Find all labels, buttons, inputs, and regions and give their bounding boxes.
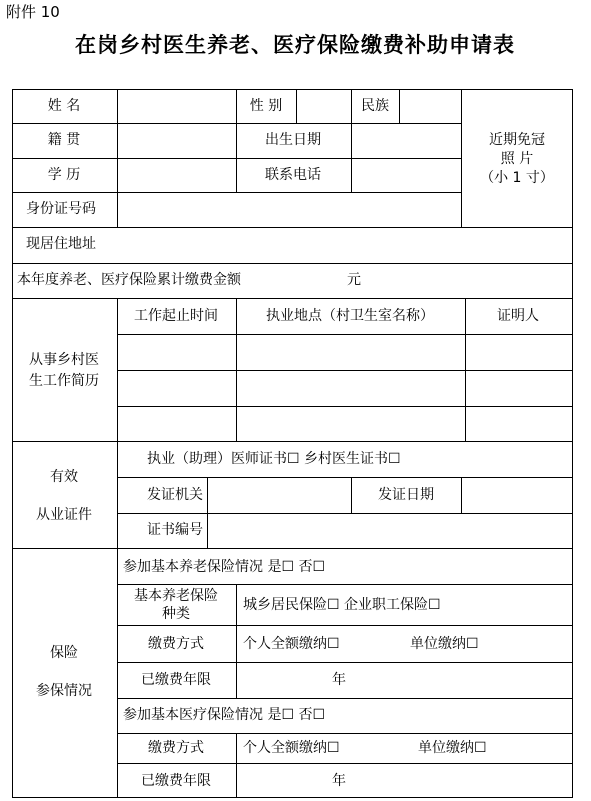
divider <box>117 698 573 699</box>
id-number-label: 身份证号码 <box>26 201 96 217</box>
column-line <box>207 477 208 548</box>
divider <box>117 477 573 478</box>
medical-years-label: 已缴费年限 <box>141 773 211 789</box>
pension-payment-method-label: 缴费方式 <box>148 636 204 652</box>
medical-status: 参加基本医疗保险情况 是☐ 否☐ <box>123 707 326 723</box>
birth-date-label: 出生日期 <box>265 132 321 148</box>
form-border-bottom <box>12 797 573 798</box>
divider <box>12 123 462 124</box>
work-history-section-label: 生工作简历 <box>29 373 99 389</box>
divider <box>12 158 462 159</box>
attachment-label: 附件 10 <box>6 3 60 21</box>
work-history-section-label: 从事乡村医 <box>29 352 99 368</box>
pension-type-label: 基本养老保险 <box>134 588 218 604</box>
page-title: 在岗乡村医生养老、医疗保险缴费补助申请表 <box>75 33 515 57</box>
address-label: 现居住地址 <box>26 236 96 252</box>
education-label: 学 历 <box>47 167 81 183</box>
label-column-line <box>117 298 118 797</box>
medical-year-unit: 年 <box>332 773 346 789</box>
form-border-right <box>572 89 573 797</box>
pension-unit-option: 单位缴纳☐ <box>410 636 479 652</box>
issuer-label: 发证机关 <box>147 487 203 503</box>
divider <box>117 763 573 764</box>
form-border-left <box>12 89 13 797</box>
certificate-type-options: 执业（助理）医师证书☐ 乡村医生证书☐ <box>147 451 401 467</box>
label-column-line <box>117 89 118 228</box>
phone-label: 联系电话 <box>265 167 321 183</box>
medical-payment-method-label: 缴费方式 <box>148 740 204 756</box>
column-line <box>296 89 297 123</box>
medical-individual-option: 个人全额缴纳☐ <box>243 740 340 756</box>
pension-year-unit: 年 <box>332 672 346 688</box>
pension-years-label: 已缴费年限 <box>141 672 211 688</box>
divider <box>117 513 573 514</box>
divider <box>12 298 573 299</box>
divider <box>117 733 573 734</box>
column-line <box>351 477 352 513</box>
col-witness: 证明人 <box>497 308 539 324</box>
insurance-section-label: 参保情况 <box>36 683 92 699</box>
annual-total-label: 本年度养老、医疗保险累计缴费金额 <box>17 272 241 288</box>
column-line <box>236 584 237 698</box>
divider <box>12 263 573 264</box>
column-line <box>236 733 237 797</box>
name-label: 姓 名 <box>47 98 81 114</box>
divider <box>12 441 573 442</box>
column-line <box>461 477 462 513</box>
form-border-top <box>12 89 573 90</box>
photo-label: 近期免冠 <box>489 132 545 148</box>
divider <box>117 584 573 585</box>
column-line <box>236 89 237 193</box>
column-line <box>236 298 237 442</box>
divider <box>117 662 573 663</box>
column-line <box>351 89 352 193</box>
issue-date-label: 发证日期 <box>378 487 434 503</box>
pension-status: 参加基本养老保险情况 是☐ 否☐ <box>123 559 326 575</box>
photo-size-label: （小 1 寸） <box>480 170 554 186</box>
insurance-section-label: 保险 <box>50 645 78 661</box>
cert-number-label: 证书编号 <box>147 522 203 538</box>
divider <box>117 625 573 626</box>
certificate-section-label: 从业证件 <box>36 507 92 523</box>
column-line <box>465 298 466 442</box>
pension-type-label: 种类 <box>162 606 190 622</box>
pension-individual-option: 个人全额缴纳☐ <box>243 636 340 652</box>
certificate-section-label: 有效 <box>50 469 78 485</box>
gender-label: 性 别 <box>249 98 283 114</box>
divider <box>117 334 573 335</box>
divider <box>117 370 573 371</box>
native-place-label: 籍 贯 <box>47 132 81 148</box>
medical-unit-option: 单位缴纳☐ <box>418 740 487 756</box>
column-line <box>399 89 400 123</box>
col-work-place: 执业地点（村卫生室名称） <box>266 308 434 324</box>
divider <box>12 548 573 549</box>
yuan-unit: 元 <box>347 272 361 288</box>
photo-box-line <box>461 89 462 228</box>
divider <box>12 192 462 193</box>
photo-label: 照 片 <box>500 151 534 167</box>
pension-type-options: 城乡居民保险☐ 企业职工保险☐ <box>243 597 441 613</box>
col-work-period: 工作起止时间 <box>134 308 218 324</box>
divider <box>117 406 573 407</box>
divider <box>12 227 573 228</box>
ethnicity-label: 民族 <box>361 98 389 114</box>
